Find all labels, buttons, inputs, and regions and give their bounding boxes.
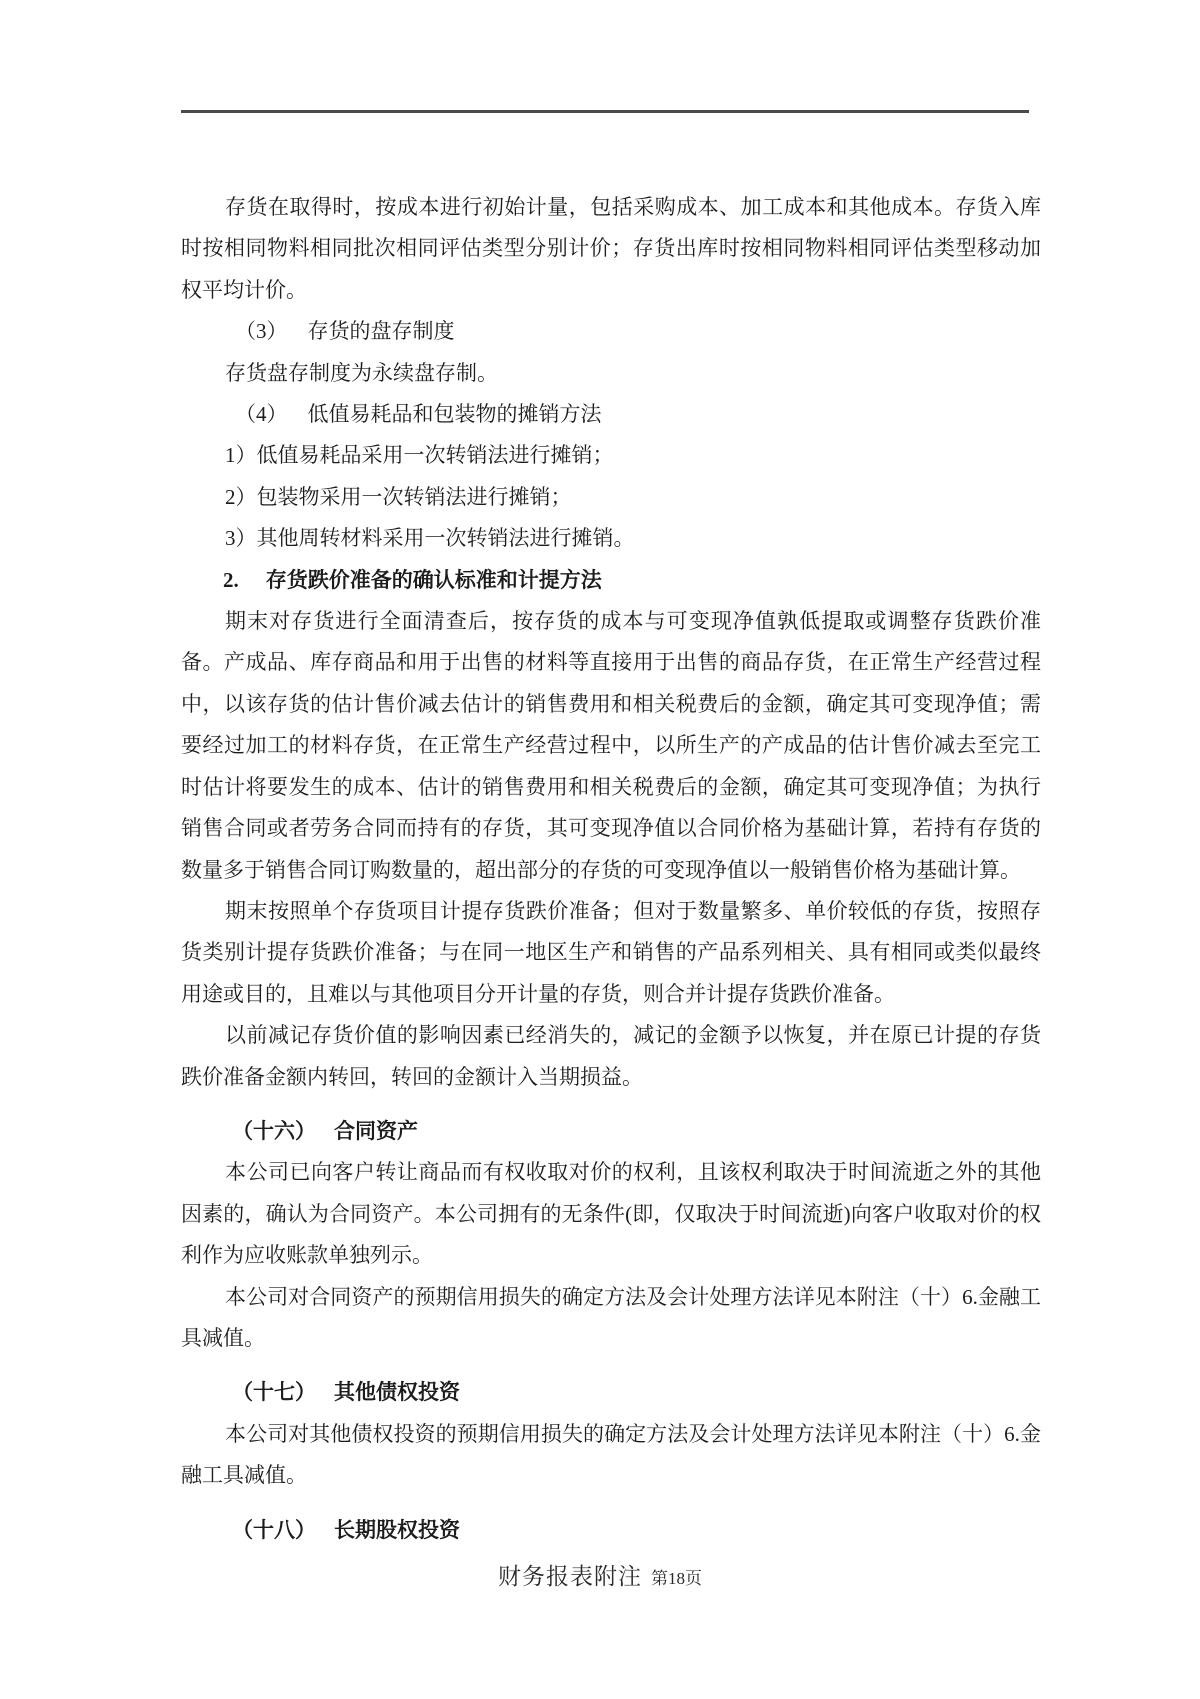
paragraph: 期末对存货进行全面清查后，按存货的成本与可变现净值孰低提取或调整存货跌价准备。产成品、库存商品和用于出售的材料等直接用于出售的商品存货，在正常生产经营过程中，以该存货的估计售价减去估计的销售费用和相关税费后的金额，确定其可变现净值；需要经过加工的材料存货，在正常生产经营过程中，以所生产的产成品的估计售价减去至完工时估计将要发生的成本、估计的销售费用和相关税费后的金额，确定其可变现净值；为执行销售合同或者劳务合同而持有的存货，其可变现净值以合同价格为基础计算，若持有存货的数量多于销售合同订购数量的，超出部分的存货的可变现净值以一般销售价格为基础计算。: [181, 609, 1041, 882]
numbered-heading: [181, 560, 1041, 601]
heading-title: 存货跌价准备的确认标准和计提方法: [265, 567, 602, 592]
paragraph: 本公司对其他债权投资的预期信用损失的确定方法及会计处理方法详见本附注（十）6.金融工具减值。: [181, 1421, 1041, 1488]
heading-number: 2.: [223, 567, 239, 592]
sub-item-number: （3）: [235, 319, 288, 344]
section-heading: [181, 1510, 1041, 1551]
list-item: 1）低值易耗品采用一次转销法进行摊销；: [225, 443, 614, 468]
footer-title: 财务报表附注: [498, 1564, 642, 1589]
paragraph: 以前减记存货价值的影响因素已经消失的，减记的金额予以恢复，并在原已计提的存货跌价准备金额内转回，转回的金额计入当期损益。: [181, 1023, 1041, 1089]
paragraph: 本公司对合同资产的预期信用损失的确定方法及会计处理方法详见本附注（十）6.金融工具减值。: [181, 1284, 1041, 1350]
sub-item-title: 低值易耗品和包装物的摊销方法: [307, 402, 602, 427]
sub-item-heading: [181, 311, 1041, 352]
sub-item-heading: [181, 394, 1041, 435]
section-number: （十八）: [232, 1517, 316, 1542]
document-body: [181, 187, 1041, 1551]
paragraph: 本公司已向客户转让商品而有权收取对价的权利，且该权利取决于时间流逝之外的其他因素的，确认为合同资产。本公司拥有的无条件(即，仅取决于时间流逝)向客户收取对价的权利作为应收账款单独列示。: [181, 1160, 1041, 1268]
list-item: 2）包装物采用一次转销法进行摊销；: [225, 484, 572, 509]
section-heading: [181, 1111, 1041, 1152]
list-item: 3）其他周转材料采用一次转销法进行摊销。: [225, 526, 635, 551]
section-number: （十七）: [232, 1380, 316, 1405]
section-heading: [181, 1372, 1041, 1413]
header-divider: [181, 110, 1029, 113]
section-number: （十六）: [232, 1118, 316, 1143]
section-title: 其他债权投资: [334, 1380, 460, 1405]
paragraph: 存货盘存制度为永续盘存制。: [225, 360, 498, 385]
sub-item-title: 存货的盘存制度: [307, 319, 455, 344]
page-number: 第18页: [651, 1569, 702, 1588]
section-title: 长期股权投资: [334, 1517, 460, 1542]
page-footer: [0, 1560, 1200, 1597]
section-title: 合同资产: [334, 1118, 418, 1143]
paragraph: 存货在取得时，按成本进行初始计量，包括采购成本、加工成本和其他成本。存货入库时按相同物料相同批次相同评估类型分别计价；存货出库时按相同物料相同评估类型移动加权平均计价。: [181, 195, 1041, 302]
paragraph: 期末按照单个存货项目计提存货跌价准备；但对于数量繁多、单价较低的存货，按照存货类别计提存货跌价准备；与在同一地区生产和销售的产品系列相关、具有相同或类似最终用途或目的，且难以与其他项目分开计量的存货，则合并计提存货跌价准备。: [181, 898, 1041, 1006]
sub-item-number: （4）: [235, 402, 288, 427]
